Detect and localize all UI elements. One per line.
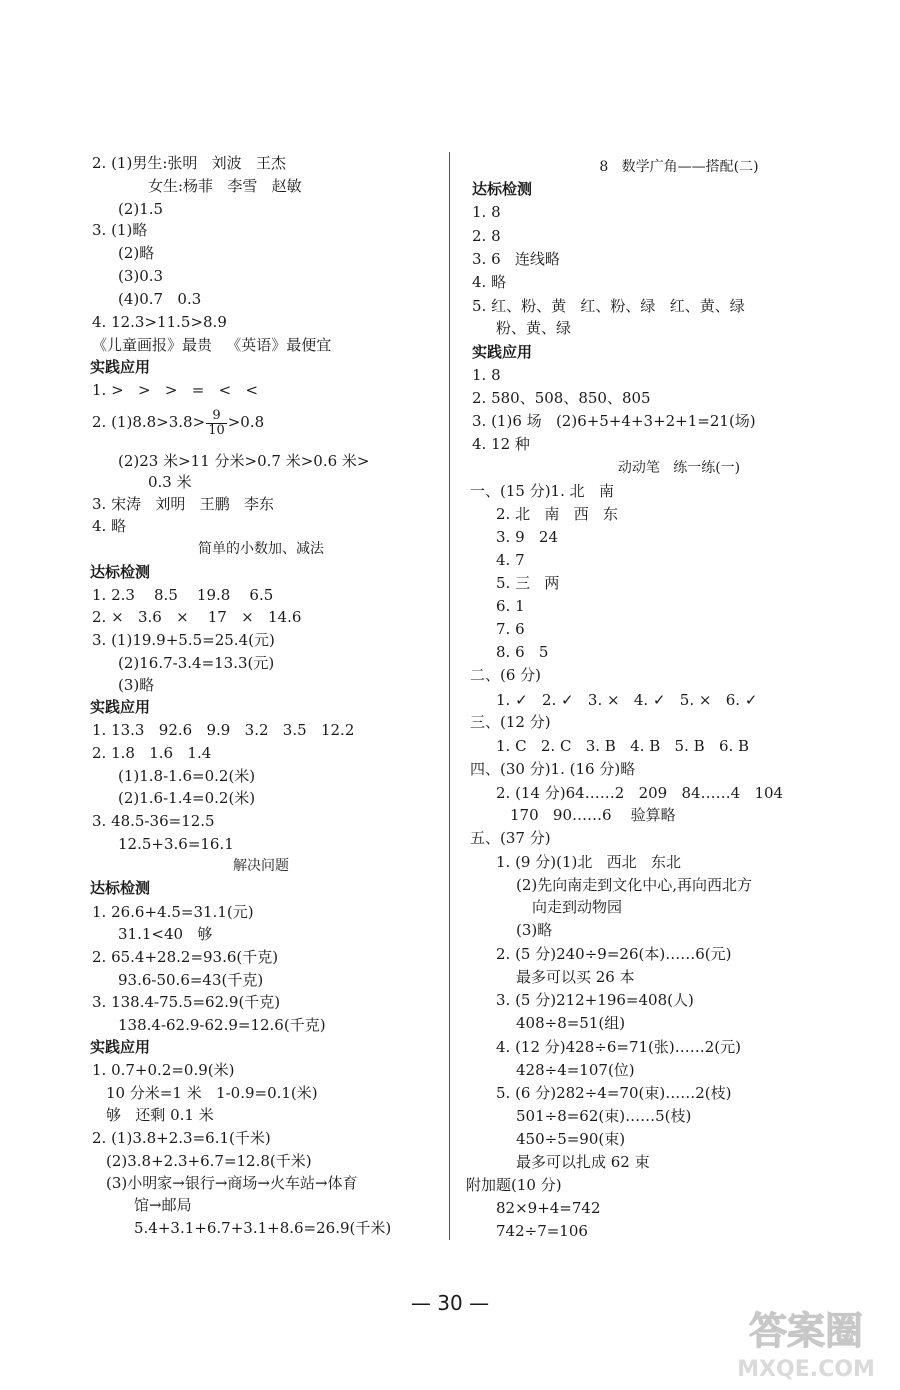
answer-line: 够 还剩 0.1 米 (106, 1106, 214, 1124)
answer-line: 2. (14 分)64……2 209 84……4 104 (496, 784, 784, 802)
answer-line: 82×9+4=742 (496, 1199, 601, 1217)
answer-line: (2)先向南走到文化中心,再向西北方 (516, 876, 753, 894)
page-number: — 30 — (410, 1291, 490, 1315)
chapter-title: 解决问题 (233, 858, 289, 874)
answer-line: 6. 1 (496, 597, 525, 615)
answer-line: 4. 12 种 (472, 435, 530, 453)
section-heading: 达标检测 (90, 563, 151, 581)
answer-line: (2)1.6-1.4=0.2(米) (118, 789, 256, 807)
section-heading: 实践应用 (472, 343, 533, 361)
fraction (206, 409, 227, 438)
watermark-logo (720, 1300, 892, 1384)
answer-line: (2)1.5 (118, 200, 164, 218)
answer-line: 4. 7 (496, 551, 525, 569)
answer-line: (4)0.7 0.3 (118, 290, 202, 308)
answer-line: (1)1.8-1.6=0.2(米) (118, 767, 256, 785)
fraction-denominator: 10 (208, 422, 225, 438)
answer-line: 1. 0.7+0.2=0.9(米) (92, 1061, 235, 1079)
answer-line: 1. C 2. C 3. B 4. B 5. B 6. B (496, 737, 750, 755)
answer-line: 31.1<40 够 (118, 925, 213, 943)
answer-line: 五、(37 分) (470, 829, 551, 847)
answer-line: 170 90……6 验算略 (510, 806, 676, 824)
answer-line: 四、(30 分)1. (16 分)略 (470, 760, 636, 778)
chapter-title: 动动笔 练一练(一) (617, 460, 741, 476)
answer-line: 附加题(10 分) (466, 1176, 562, 1194)
answer-line: 最多可以买 26 本 (516, 968, 635, 986)
answer-line: 5. 红、粉、黄 红、粉、绿 红、黄、绿 (472, 297, 745, 315)
answer-line: (2)16.7-3.4=13.3(元) (118, 654, 275, 672)
answer-line: 4. 略 (92, 517, 127, 535)
answer-line: 138.4-62.9-62.9=12.6(千克) (118, 1016, 326, 1034)
answer-line: (2)略 (118, 244, 155, 262)
answer-line: (3)小明家→银行→商场→火车站→体育 (106, 1174, 358, 1192)
answer-line: 3. 6 连线略 (472, 250, 560, 268)
answer-line: 最多可以扎成 62 束 (516, 1153, 650, 1171)
fraction-numerator: 9 (206, 409, 227, 424)
answer-line: 501÷8=62(束)……5(枝) (516, 1107, 692, 1125)
chapter-title: 8 数学广角——搭配(二) (599, 159, 759, 175)
answer-line: 1. > > > = < < (92, 381, 259, 399)
answer-line: 5.4+3.1+6.7+3.1+8.6=26.9(千米) (134, 1219, 392, 1237)
answer-line: (3)0.3 (118, 267, 164, 285)
answer-line: 4. 12.3>11.5>8.9 (92, 313, 227, 331)
answer-line: 3. (1)略 (92, 221, 148, 239)
answer-line: 2. (1)男生:张明 刘波 王杰 (92, 154, 286, 172)
answer-line: 3. 48.5-36=12.5 (92, 812, 215, 830)
answer-line: 3. 宋涛 刘明 王鹏 李东 (92, 495, 274, 513)
answer-line: (2)3.8+2.3+6.7=12.8(千米) (106, 1152, 312, 1170)
answer-line: 1. (9 分)(1)北 西北 东北 (496, 853, 681, 871)
answer-line: 女生:杨菲 李雪 赵敏 (148, 177, 302, 195)
answer-line: 5. 三 两 (496, 574, 560, 592)
answer-line: (3)略 (516, 921, 553, 939)
section-heading: 达标检测 (90, 879, 151, 897)
answer-line: 4. 略 (472, 273, 507, 291)
answer-line: 1. ✓ 2. ✓ 3. × 4. ✓ 5. × 6. ✓ (496, 691, 758, 709)
answer-line: 3. 9 24 (496, 528, 559, 546)
answer-line: 93.6-50.6=43(千克) (118, 971, 264, 989)
section-heading: 达标检测 (472, 180, 533, 198)
answer-line: 3. (5 分)212+196=408(人) (496, 991, 694, 1009)
answer-line: 2. 1.8 1.6 1.4 (92, 744, 212, 762)
answer-line: 3. (1)19.9+5.5=25.4(元) (92, 631, 275, 649)
answer-line: 1. 8 (472, 366, 501, 384)
answer-line: 2. 65.4+28.2=93.6(千克) (92, 948, 279, 966)
answer-line: 12.5+3.6=16.1 (118, 835, 234, 853)
answer-line: 742÷7=106 (496, 1222, 588, 1240)
answer-line: 2. 580、508、850、805 (472, 389, 651, 407)
answer-line: 428÷4=107(位) (516, 1061, 635, 1079)
answer-line: 1. 13.3 92.6 9.9 3.2 3.5 12.2 (92, 721, 355, 739)
answer-line: 1. 26.6+4.5=31.1(元) (92, 903, 254, 921)
section-heading: 实践应用 (90, 698, 151, 716)
answer-line: 2. 北 南 西 东 (496, 505, 618, 523)
fraction-answer-line (92, 405, 264, 439)
answer-line: 3. 138.4-75.5=62.9(千克) (92, 993, 281, 1011)
answer-line: 408÷8=51(组) (516, 1014, 626, 1032)
fraction-prefix: 2. (1)8.8>3.8> (92, 413, 206, 431)
answer-line: 3. (1)6 场 (2)6+5+4+3+2+1=21(场) (472, 412, 756, 430)
section-heading: 实践应用 (90, 358, 151, 376)
answer-line: 一、(15 分)1. 北 南 (470, 482, 614, 500)
answer-line: 馆→邮局 (134, 1196, 192, 1214)
section-heading: 实践应用 (90, 1038, 151, 1056)
answer-line: 粉、黄、绿 (496, 319, 572, 337)
fraction-suffix: >0.8 (227, 413, 265, 431)
answer-line: 7. 6 (496, 620, 525, 638)
answer-line: 《儿童画报》最贵 《英语》最便宜 (92, 336, 332, 354)
answer-line: 二、(6 分) (470, 666, 542, 684)
answer-line: 1. 8 (472, 203, 501, 221)
answer-line: 5. (6 分)282÷4=70(束)……2(枝) (496, 1084, 732, 1102)
column-divider (449, 152, 450, 1240)
answer-line: 2. (5 分)240÷9=26(本)……6(元) (496, 945, 732, 963)
answer-line: (2)23 米>11 分米>0.7 米>0.6 米> (118, 452, 370, 470)
answer-line: 三、(12 分) (470, 713, 551, 731)
answer-line: 向走到动物园 (532, 898, 623, 916)
answer-line: 1. 2.3 8.5 19.8 6.5 (92, 586, 274, 604)
chapter-title: 简单的小数加、减法 (198, 541, 324, 557)
watermark-title: 答案圈 (748, 1309, 864, 1353)
watermark-url: MXQE.COM (737, 1357, 875, 1382)
answer-line: 2. × 3.6 × 17 × 14.6 (92, 608, 302, 626)
answer-line: (3)略 (118, 676, 155, 694)
answer-line: 2. 8 (472, 227, 501, 245)
answer-line: 8. 6 5 (496, 643, 549, 661)
answer-line: 2. (1)3.8+2.3=6.1(千米) (92, 1129, 271, 1147)
answer-line: 10 分米=1 米 1-0.9=0.1(米) (106, 1084, 318, 1102)
answer-line: 450÷5=90(束) (516, 1130, 626, 1148)
answer-line: 4. (12 分)428÷6=71(张)……2(元) (496, 1038, 741, 1056)
answer-line: 0.3 米 (148, 473, 192, 491)
